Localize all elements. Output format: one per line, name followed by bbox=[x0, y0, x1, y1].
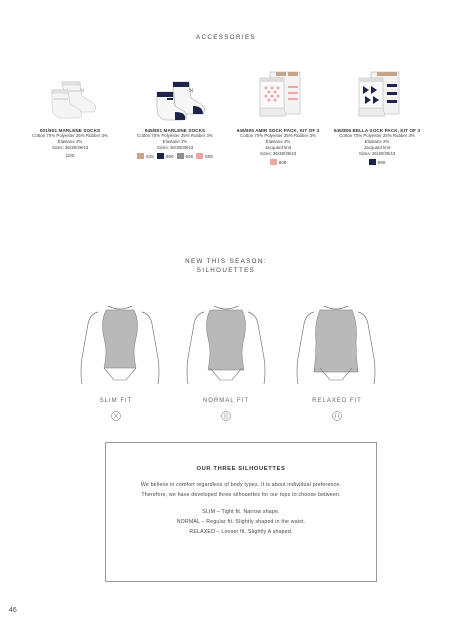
swatch-chip bbox=[177, 153, 184, 159]
swatch-code: 525 bbox=[146, 153, 154, 159]
product-spec: Cotton 70% Polyester 25% Rubber 3% bbox=[32, 133, 108, 138]
product-sizes: Sizes: 36/38/39/43 bbox=[156, 145, 194, 150]
info-paragraph: We believe in comfort regardless of body types. It is about individual preference. bbox=[140, 482, 342, 488]
product-name: 001/801 MARLENE SOCKS bbox=[39, 128, 101, 133]
product-spec: Elastane 2% bbox=[265, 139, 291, 144]
product-spec: Cotton 70% Polyester 25% Rubber 3% bbox=[137, 133, 213, 138]
swatch-code: 605 bbox=[185, 153, 194, 159]
product-spec: Cotton 70% Polyester 25% Rubber 3% bbox=[240, 133, 316, 138]
slim-description: SLIM – Tight fit. Narrow shape. bbox=[202, 509, 280, 515]
season-heading: NEW THIS SEASON: bbox=[185, 258, 267, 265]
product-spec: Elastane 2% bbox=[57, 139, 83, 144]
product-spec: Jacquard knit bbox=[363, 145, 391, 150]
swatch-code: |100 bbox=[65, 153, 75, 158]
product-name: 945/806 BELLA SOCK PACK, KIT OF 3 bbox=[333, 128, 421, 133]
product-sizes: Sizes: 36/38/39/43 bbox=[259, 151, 297, 156]
color-swatches bbox=[127, 153, 223, 159]
swatch-code: 808 bbox=[278, 159, 287, 165]
info-title: OUR THREE SILHOUETTES bbox=[196, 466, 286, 472]
swatch-chip bbox=[369, 159, 376, 165]
slim-fit-icon bbox=[111, 411, 121, 421]
swatch-code: 590 bbox=[165, 153, 174, 159]
product-spec: Elastane 2% bbox=[364, 139, 390, 144]
swatch-chip bbox=[196, 153, 203, 159]
swatch-chip bbox=[157, 153, 164, 159]
relaxed-fit-figure bbox=[286, 302, 386, 392]
slim-fit-figure bbox=[70, 302, 170, 392]
swatch[interactable] bbox=[270, 159, 287, 165]
product-sizes: Sizes: 36/38/39/43 bbox=[51, 145, 89, 150]
product-image-white-socks bbox=[22, 62, 118, 126]
swatch-chip bbox=[270, 159, 277, 165]
color-swatches bbox=[329, 159, 425, 165]
swatch[interactable] bbox=[137, 153, 154, 159]
page-number: 46 bbox=[9, 607, 17, 614]
swatch[interactable] bbox=[177, 153, 194, 159]
silhouettes-info-box bbox=[105, 442, 377, 582]
product-spec: Cotton 70% Polyester 25% Rubber 3% bbox=[339, 133, 415, 138]
product-spec: Elastane 2% bbox=[162, 139, 188, 144]
normal-fit-label: NORMAL FIT bbox=[202, 398, 250, 404]
relaxed-fit-icon bbox=[332, 411, 342, 421]
swatch-code: 808 bbox=[205, 153, 213, 159]
product-image-pink-sock-pack bbox=[230, 62, 326, 126]
swatch[interactable] bbox=[196, 153, 213, 159]
product-card[interactable] bbox=[127, 62, 223, 159]
product-name: 945/801 MARLENE SOCKS bbox=[144, 128, 206, 133]
swatch[interactable] bbox=[66, 153, 75, 158]
product-sizes: Sizes: 36/38/39/43 bbox=[358, 151, 396, 156]
swatch[interactable] bbox=[157, 153, 174, 159]
product-name: 945/805 AMIR SOCK PACK, KIT OF 3 bbox=[236, 128, 320, 133]
color-swatches bbox=[230, 159, 326, 165]
product-spec: Jacquard knit bbox=[264, 145, 292, 150]
info-paragraph: Therefore, we have developed three silhouettes for our tops to choose between. bbox=[141, 492, 341, 498]
product-card[interactable] bbox=[329, 62, 425, 165]
normal-fit-figure bbox=[176, 302, 276, 392]
svg-text:N: N bbox=[80, 88, 85, 94]
swatch-code: 590 bbox=[377, 159, 386, 165]
relaxed-description: RELAXED – Looser fit. Slightly A shaped. bbox=[189, 529, 293, 535]
product-image-navy-sock-pack bbox=[329, 62, 425, 126]
slim-fit-label: SLIM FIT bbox=[99, 398, 133, 404]
svg-text:N: N bbox=[189, 88, 194, 94]
swatch-chip bbox=[137, 153, 144, 159]
season-subheading: SILHOUETTES bbox=[196, 267, 256, 274]
normal-description: NORMAL – Regular fit. Slightly shaped in the waist. bbox=[176, 519, 306, 525]
relaxed-fit-label: RELAXED FIT bbox=[312, 398, 362, 404]
swatch[interactable] bbox=[369, 159, 386, 165]
color-swatches bbox=[22, 153, 118, 158]
product-image-navy-white-socks bbox=[127, 62, 223, 126]
normal-fit-icon bbox=[221, 411, 231, 421]
product-card[interactable] bbox=[230, 62, 326, 165]
product-card[interactable] bbox=[22, 62, 118, 158]
section-title: ACCESSORIES bbox=[195, 34, 257, 41]
